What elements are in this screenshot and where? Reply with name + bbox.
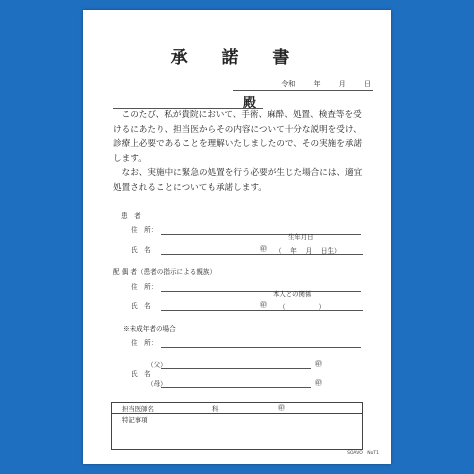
spouse-relation-field[interactable]	[273, 310, 363, 311]
addressee-suffix: 殿	[243, 96, 257, 111]
paragraph-line: 診療上必要であることを理解いたしましたので、その実施を承諾	[113, 139, 363, 149]
form-code: SOAVO NoT1	[347, 451, 379, 456]
notes-label: 特記事項	[122, 416, 148, 424]
seal-icon: ㊞	[260, 245, 267, 253]
minor-address-label: 住 所：	[131, 339, 158, 347]
paragraph-line: このたび、私が貴院において、手術、麻酔、処置、検査等を受	[121, 110, 362, 120]
patient-heading: 患 者	[121, 212, 141, 220]
minor-mother-label: （母）	[147, 380, 167, 388]
spouse-relation-label: 本人との関係	[273, 290, 312, 298]
spouse-relation-value: （ ）	[279, 303, 326, 311]
page-title: 承 諾 書	[170, 48, 304, 68]
spouse-address-field[interactable]	[161, 291, 361, 292]
consent-form-page	[83, 10, 391, 464]
patient-birth-field[interactable]	[273, 254, 363, 255]
seal-icon: ㊞	[260, 301, 267, 309]
minor-address-field[interactable]	[161, 347, 361, 348]
minor-father-field[interactable]	[161, 368, 311, 369]
patient-address-field[interactable]	[161, 234, 361, 235]
staff-box	[111, 402, 363, 450]
minor-name-label: 氏 名	[131, 370, 151, 378]
minor-heading: ※未成年者の場合	[123, 325, 176, 333]
patient-address-label: 住 所：	[131, 226, 158, 234]
consent-text	[113, 108, 373, 195]
patient-name-label: 氏 名	[131, 246, 151, 254]
seal-icon: ㊞	[278, 404, 285, 412]
seal-icon: ㊞	[315, 379, 322, 387]
seal-icon: ㊞	[315, 360, 322, 368]
date-line: 令和 年 月 日	[281, 80, 371, 88]
paragraph-line: 処置されることについても承諾します。	[113, 182, 267, 193]
doctor-label: 担当医師名	[122, 405, 154, 413]
spouse-heading: 配 偶 者（患者の指示による親族）	[113, 268, 217, 276]
paragraph-line: なお、実施中に緊急の処置を行う必要が生じた場合には、適宜	[121, 168, 363, 178]
spouse-name-field[interactable]	[161, 310, 281, 311]
dept-label: 科	[212, 405, 219, 413]
spouse-address-label: 住 所：	[131, 283, 158, 291]
paragraph-line: します。	[113, 153, 147, 164]
footer-divider	[112, 413, 362, 414]
date-underline	[233, 90, 373, 91]
patient-birth-label: 生年月日	[288, 233, 314, 241]
patient-birth-value: （ 年 月 日生）	[275, 247, 341, 255]
spouse-name-label: 氏 名	[131, 302, 151, 310]
minor-mother-field[interactable]	[161, 387, 311, 388]
paragraph-line: けるにあたり、担当医からその内容について十分な説明を受け、	[113, 124, 362, 135]
minor-father-label: （父）	[147, 361, 167, 369]
patient-name-field[interactable]	[161, 254, 281, 255]
